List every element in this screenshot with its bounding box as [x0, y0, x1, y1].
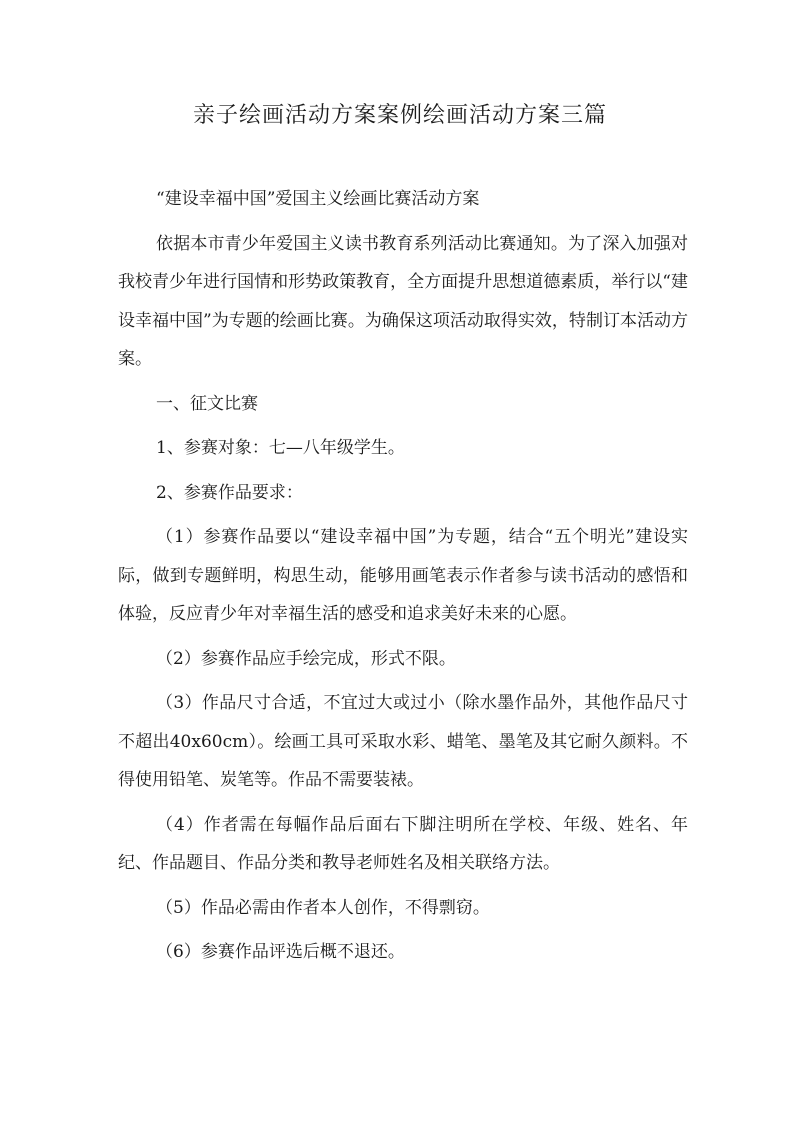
list-item: 1、参赛对象：七—八年级学生。 — [156, 438, 405, 458]
paragraph-intro: 依据本市青少年爱国主义读书教育系列活动比赛通知。为了深入加强对我校青少年进行国情和形势政策教育，全方面提升思想道德素质，举行以“建设幸福中国”为专题的绘画比赛。为确保这项活动取得实效，特制订本活动方案。 — [118, 233, 688, 369]
paragraph-subtitle: “建设幸福中国”爱国主义绘画比赛活动方案 — [156, 189, 480, 209]
section-heading: 一、征文比赛 — [156, 393, 258, 414]
list-item: （5）作品必需由作者本人创作，不得剽窃。 — [156, 897, 490, 918]
list-item: （2）参赛作品应手绘完成，形式不限。 — [156, 648, 456, 669]
list-item: （1）参赛作品要以“建设幸福中国”为专题，结合“五个明光”建设实际，做到专题鲜明，构思生动，能够用画笔表示作者参与读书活动的感悟和体验，反应青少年对幸福生活的感受和追求美好未来的心愿。 — [118, 527, 688, 624]
list-item: （3）作品尺寸合适，不宜过大或过小（除水墨作品外，其他作品尺寸不超出40x60cm）。绘画工具可采取水彩、蜡笔、墨笔及其它耐久颜料。不得使用铅笔、炭笔等。作品不需要装裱。 — [118, 693, 688, 790]
document-title: 亲子绘画活动方案案例绘画活动方案三篇 — [192, 103, 607, 128]
list-item: 2、参赛作品要求： — [156, 482, 303, 503]
list-item: （4）作者需在每幅作品后面右下脚注明所在学校、年级、姓名、年纪、作品题目、作品分类和教导老师姓名及相关联络方法。 — [118, 814, 688, 873]
list-item: （6）参赛作品评选后概不退还。 — [156, 942, 405, 962]
document-body — [118, 180, 688, 978]
